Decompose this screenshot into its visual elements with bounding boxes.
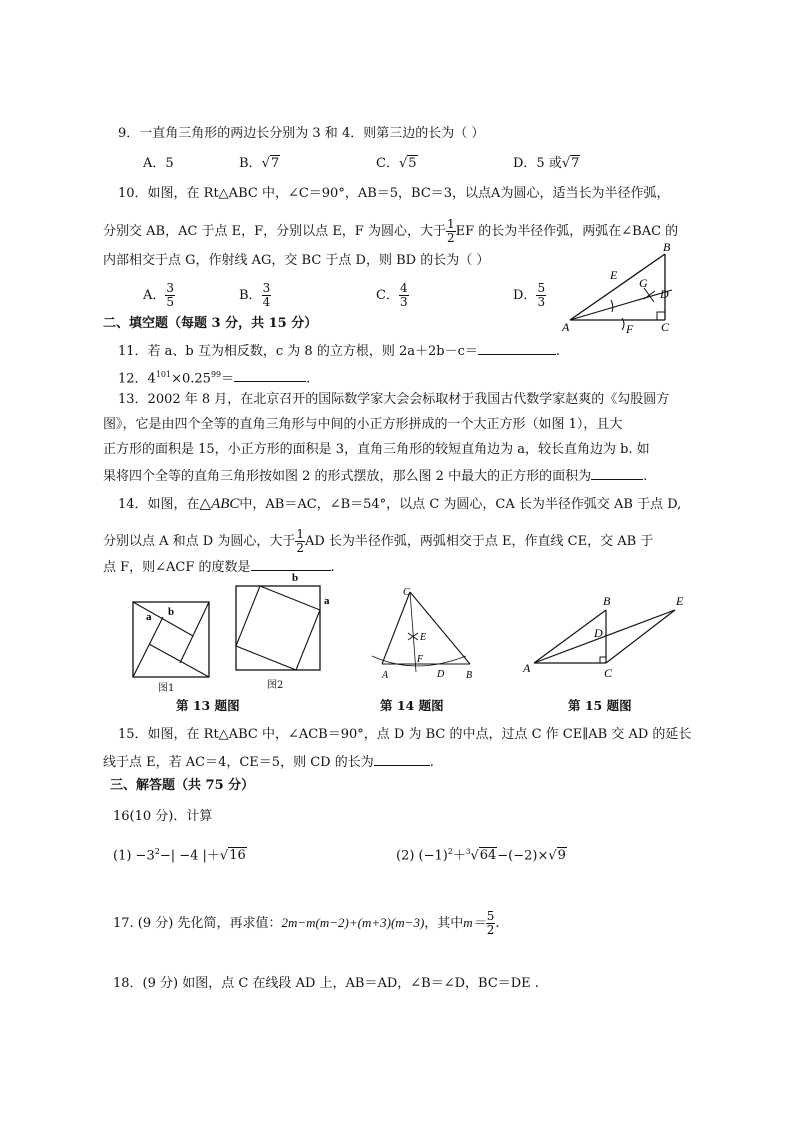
q10-option-b: B． $\frac{3}{4}$ (239, 281, 271, 309)
fig10-label-A: A (562, 320, 570, 334)
q14-line1: 14．如图，在△ABC中，AB＝AC，∠B＝54°，以点 C 为圆心，CA 长为半径作弧交 AB 于点 D, (118, 496, 682, 512)
q13-line1: 13．2002 年 8 月，在北京召开的国际数学家大会会标取材于我国古代数学家赵爽的《勾股圆方 (118, 392, 670, 407)
q15-line1: 15．如图，在 Rt△ABC 中，∠ACB＝90°，点 D 为 BC 的中点，过点 C 作 CE∥AB 交 AD 的延长 (118, 727, 692, 742)
fig13-caption: 第 13 题图 (176, 698, 240, 713)
q10-option-d: D． $\frac{5}{3}$ (513, 281, 546, 309)
fig2-label-a: a (324, 595, 330, 607)
fig10-label-D: D (660, 287, 669, 301)
q9-option-b: B．√7 (239, 156, 280, 171)
fig14-label-F: F (417, 654, 424, 665)
q13-line2: 图》，它是由四个全等的直角三角形与中间的小正方形拼成的一个大正方形（如图 1），且大 (103, 417, 623, 432)
fig15-label-E: E (676, 594, 684, 608)
q10-option-c: C． $\frac{4}{3}$ (376, 281, 408, 309)
fig14-label-E: E (420, 632, 427, 643)
q10-line3: 内部相交于点 G，作射线 AG，交 BC 于点 D，则 BD 的长为（ ） (103, 253, 490, 268)
q14-line3: 点 F，则∠ACF 的度数是 . (103, 557, 335, 577)
fig14-triangle-diagram (370, 582, 480, 682)
section2-title: 二、填空题（每题 3 分，共 15 分） (103, 316, 318, 331)
q14-line2: 分别以点 A 和点 D 为圆心，大于 $\frac{1}{2}$ AD 长为半径作弧，两弧相交于点 E，作直线 CE，交 AB 于 (103, 527, 654, 555)
q18: 18．(9 分) 如图，点 C 在线段 AD 上，AB＝AD，∠B＝∠D，BC＝DE . (113, 976, 539, 991)
half-fraction: $\frac{1}{2}$ (446, 217, 455, 245)
fig14-label-A: A (382, 670, 389, 681)
fig2-square-diagram (234, 570, 339, 685)
q10-option-a: A． $\frac{3}{5}$ (143, 281, 175, 309)
fig10-label-C: C (661, 320, 670, 334)
fig14-label-D: D (437, 669, 445, 680)
q15-line2: 线于点 E，若 AC＝4，CE＝5，则 CD 的长为 . (103, 752, 434, 772)
fig1-label-b: b (168, 606, 175, 618)
q16-part1: $(1) -3^2-| -4$ |＋√16 (113, 847, 246, 864)
q9-stem: 9．一直角三角形的两边长分别为 3 和 4．则第三边的长为（ ） (118, 126, 485, 141)
fig15-label-A: A (523, 661, 531, 675)
fig15-label-D: D (594, 626, 603, 640)
fig2-caption: 图2 (267, 680, 284, 691)
fig15-parallel-diagram (520, 592, 695, 682)
q17: 17. (9 分) 先化简，再求值：2m−m(m−2)+(m+3)(m−3)，其中m＝ $\frac{5}{2}$ . (113, 909, 500, 937)
q9-option-c: C．√5 (376, 156, 417, 171)
fig1-label-a: a (146, 611, 152, 623)
fig1-caption: 图1 (158, 683, 175, 694)
q16-part2: (2) $(-1)^2+^3√64-(-2)\times√9$ (396, 847, 566, 864)
q13-line4: 果将四个全等的直角三角形按如图 2 的形式摆放，那么图 2 中最大的正方形的面积为 . (103, 466, 647, 486)
q9-option-d: D．5 或√7 (513, 156, 580, 171)
q13-line3: 正方形的面积是 15，小正方形的面积是 3，直角三角形的较短直角边为 a，较长直角边为 b. 如 (103, 442, 650, 457)
q10-figure (560, 240, 690, 335)
section3-title: 三、解答题（共 75 分） (110, 778, 255, 793)
q16-title: 16(10 分)．计算 (113, 809, 213, 824)
fig1-zhao-shuang-diagram (132, 601, 212, 681)
q12: 12．$4^{101}\times 0.25^{99}=$ . (118, 370, 311, 387)
fig10-label-F: F (626, 322, 634, 336)
q10-line1: 10．如图，在 Rt△ABC 中，∠C＝90°，AB＝5，BC＝3，以点A为圆心，适当长为半径作弧， (118, 186, 670, 201)
q11: 11．若 a、b 互为相反数，c 为 8 的立方根，则 2a＋2b－c＝ . (118, 341, 560, 361)
fig10-label-E: E (610, 268, 618, 282)
q10-line2: 分别交 AB，AC 于点 E，F，分别以点 E，F 为圆心，大于 $\frac{1}{2}$ EF 的长为半径作弧，两弧在∠BAC 的 (103, 217, 679, 245)
q9-option-a: A．5 (143, 156, 174, 171)
fig14-caption: 第 14 题图 (380, 698, 444, 713)
fig14-label-C: C (403, 587, 410, 598)
fig15-caption: 第 15 题图 (568, 698, 632, 713)
fig14-label-B: B (466, 670, 473, 681)
fig10-label-B: B (663, 240, 671, 254)
fig10-label-G: G (639, 276, 648, 290)
fig15-label-C: C (604, 666, 613, 680)
fig15-label-B: B (603, 594, 611, 608)
fig2-label-b: b (292, 572, 299, 584)
